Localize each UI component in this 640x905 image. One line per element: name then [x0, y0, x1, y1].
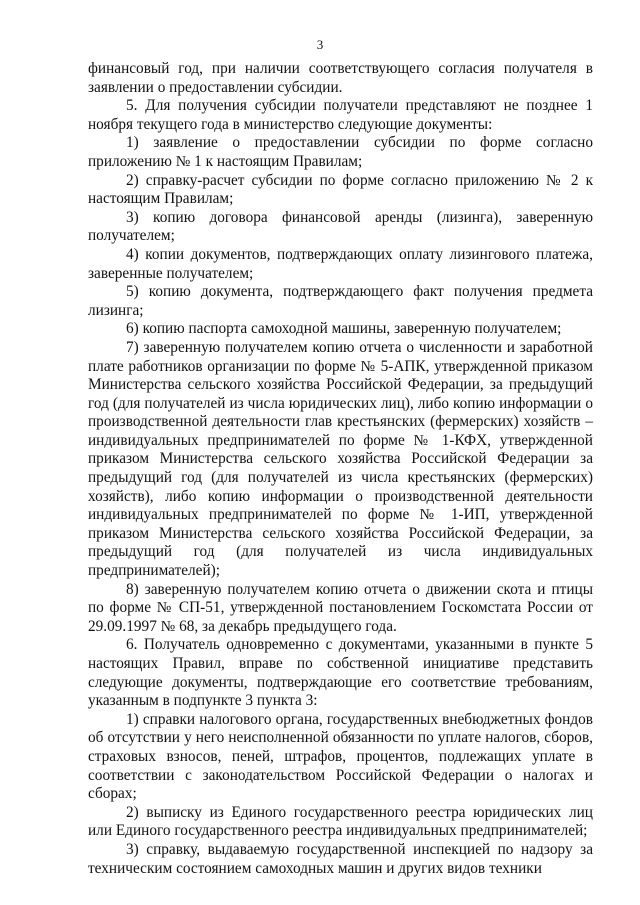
list-item: 4) копии документов, подтверждающих оплату лизингового платежа, заверенные получателем; [88, 245, 593, 282]
list-item: 2) выписку из Единого государственного реестра юридических лиц или Единого государственного реестра индивидуальных предпринимателей; [88, 803, 593, 840]
list-item: 8) заверенную получателем копию отчета о движении скота и птицы по форме № СП-51, утвержденной постановлением Госкомстата России от 29.09.1997 № 68, за декабрь предыдущего года. [88, 580, 593, 635]
list-item: 1) справки налогового органа, государственных внебюджетных фондов об отсутствии у него неисполненной обязанности по уплате налогов, сборов, страховых взносов, пеней, штрафов, процентов, подлежащих уплате в соответствии с законодательством Российской Федерации о налогах и сборах; [88, 710, 593, 803]
list-item: 3) справку, выдаваемую государственной инспекцией по надзору за техническим состоянием самоходных машин и других видов техники [88, 840, 593, 877]
list-item: 1) заявление о предоставлении субсидии по форме согласно приложению № 1 к настоящим Правилам; [88, 134, 593, 170]
list-item: 6) копию паспорта самоходной машины, заверенную получателем; [126, 320, 562, 338]
list-item: 2) справку-расчет субсидии по форме согласно приложению № 2 к настоящим Правилам; [88, 171, 593, 208]
document-body [88, 60, 593, 878]
list-item: 5) копию документа, подтверждающего факт получения предмета лизинга; [88, 283, 593, 319]
page-number: 3 [316, 37, 324, 52]
paragraph: 5. Для получения субсидии получатели представляют не позднее 1 ноября текущего года в министерство следующие документы: [88, 97, 593, 133]
paragraph: 6. Получатель одновременно с документами, указанными в пункте 5 настоящих Правил, вправе по собственной инициативе представить следующие документы, подтверждающие его соответствие требованиям, указанным в подпункте 3 пункта 3: [88, 636, 593, 710]
list-item: 3) копию договора финансовой аренды (лизинга), заверенную получателем; [88, 208, 593, 245]
paragraph: финансовый год, при наличии соответствующего согласия получателя в заявлении о предоставлении субсидии. [88, 60, 593, 96]
list-item: 7) заверенную получателем копию отчета о численности и заработной плате работников организации по форме № 5-АПК, утвержденной приказом Министерства сельского хозяйства Российской Федерации, за предыдущий год (для получателей из числа юридических лиц), либо копию информации о производственной деятельности глав крестьянских (фермерских) хозяйств – индивидуальных предпринимателей по форме № 1-КФХ, утвержденной приказом Министерства сельского хозяйства Российской Федерации за предыдущий год (для получателей из числа крестьянских (фермерских) хозяйств), либо копию информации о производственной деятельности индивидуальных предпринимателей по форме № 1-ИП, утвержденной приказом Министерства сельского хозяйства Российской Федерации, за предыдущий год (для получателей из числа индивидуальных предпринимателей); [88, 338, 593, 580]
